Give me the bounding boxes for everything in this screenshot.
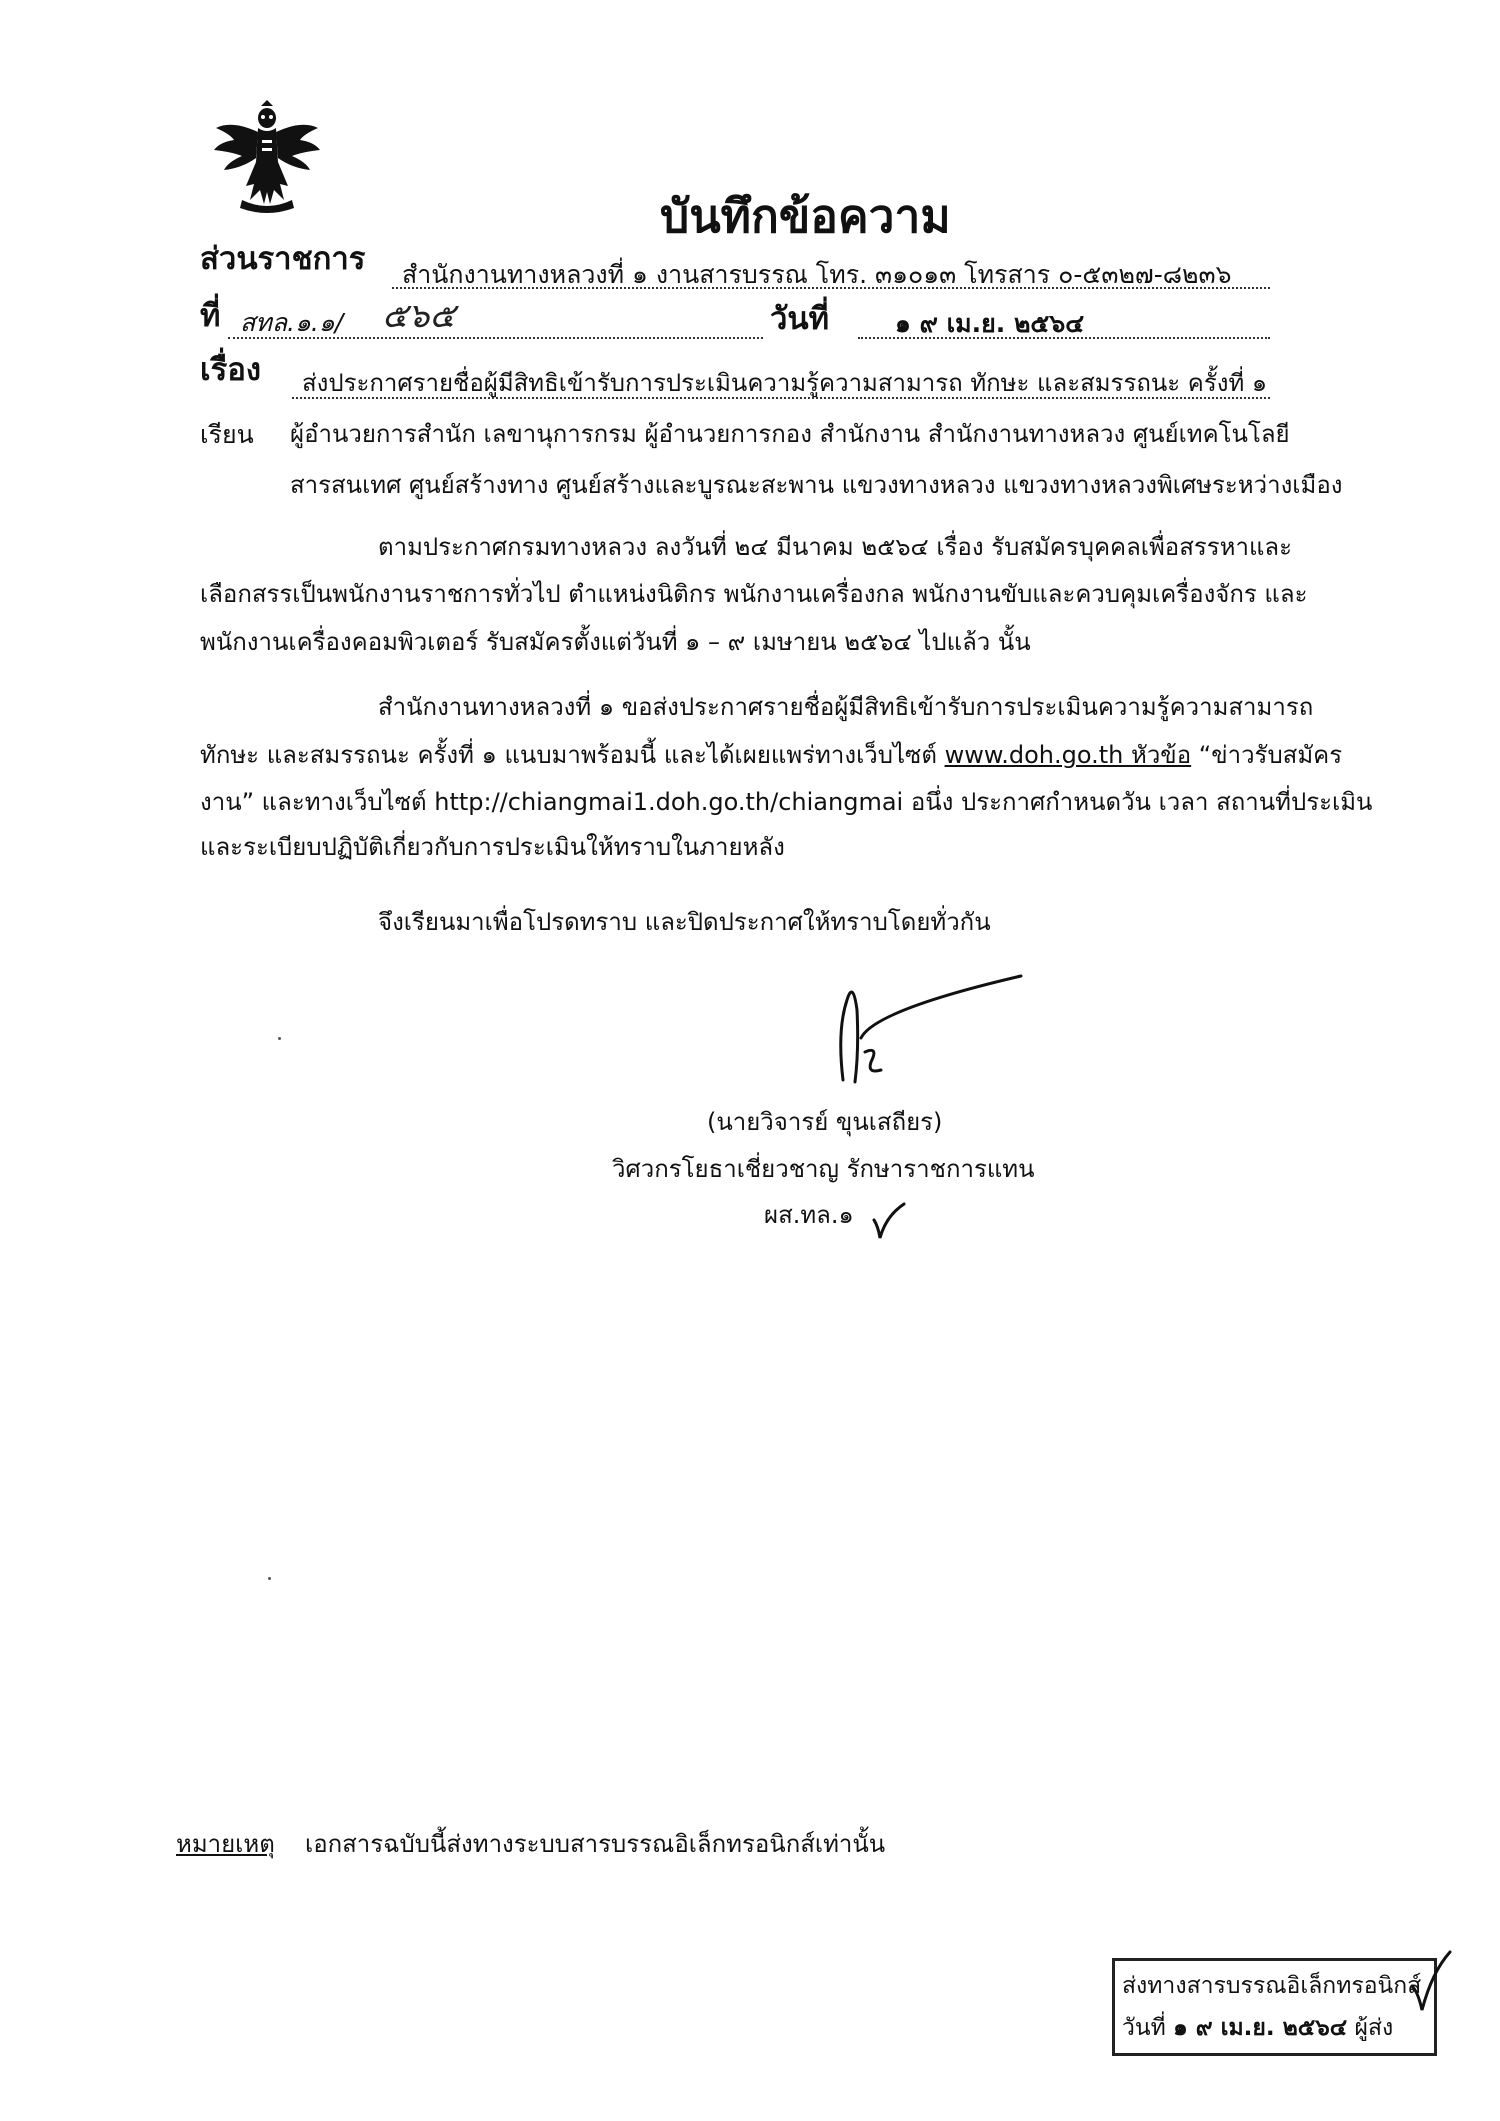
website-link[interactable]: www.doh.go.th หัวข้อ [944,741,1192,769]
subject-value: ส่งประกาศรายชื่อผู้มีสิทธิเข้ารับการประเมินความรู้ความสามารถ ทักษะ และสมรรถนะ ครั้งที่ ๑ [302,369,1268,397]
checkmark-icon [870,1200,906,1242]
ref-value: สทล.๑.๑/ [240,308,344,337]
garuda-emblem-icon [212,100,322,218]
addressee-label: เรียน [200,420,254,449]
signature-mark [835,970,1025,1090]
addressee-line-2: สารสนเทศ ศูนย์สร้างทาง ศูนย์สร้างและบูรณะสะพาน แขวงทางหลวง แขวงทางหลวงพิเศษระหว่างเมือง [290,471,1343,499]
stamp-tick-icon [1408,1948,1454,2018]
signatory-office: ผส.ทล.๑ [764,1201,854,1229]
agency-value: สำนักงานทางหลวงที่ ๑ งานสารบรรณ โทร. ๓๑๐๑๓ โทรสาร ๐-๕๓๒๗-๘๒๓๖ [402,260,1232,289]
signatory-name: (นายวิจารย์ ขุนเสถียร) [707,1108,943,1136]
paragraph-2-line-2-start: ทักษะ และสมรรถนะ ครั้งที่ ๑ แนบมาพร้อมนี้ และได้เผยแพร่ทางเว็บไซต์ [200,741,945,769]
scan-speck [278,1037,281,1040]
scan-speck [268,1577,271,1580]
stamp-line-1: ส่งทางสารบรรณอิเล็กทรอนิกส์ [1122,1973,1422,1999]
paragraph-2-line-1: สำนักงานทางหลวงที่ ๑ ขอส่งประกาศรายชื่อผู้มีสิทธิเข้ารับการประเมินความรู้ความสามารถ [378,693,1314,721]
paragraph-1-line-2: เลือกสรรเป็นพนักงานราชการทั่วไป ตำแหน่งนิติกร พนักงานเครื่องกล พนักงานขับและควบคุมเครื่องจักร และ [200,580,1308,608]
stamp-date-value: ๑ ๙ เม.ย. ๒๕๖๔ [1173,2015,1348,2041]
paragraph-2-line-2-end: “ข่าวรับสมัคร [1191,741,1343,769]
closing-line: จึงเรียนมาเพื่อโปรดทราบ และปิดประกาศให้ทราบโดยทั่วกัน [378,908,991,936]
paragraph-1-line-3: พนักงานเครื่องคอมพิวเตอร์ รับสมัครตั้งแต่วันที่ ๑ – ๙ เมษายน ๒๕๖๔ ไปแล้ว นั้น [200,628,1031,656]
date-label: วันที่ [770,301,830,337]
paragraph-1-line-1: ตามประกาศกรมทางหลวง ลงวันที่ ๒๔ มีนาคม ๒๕๖๔ เรื่อง รับสมัครบุคคลเพื่อสรรหาและ [378,533,1293,561]
stamp-line-2 [1122,2010,1393,2046]
paragraph-2-line-2 [200,743,1342,767]
stamp-date-label: วันที่ [1122,2015,1166,2041]
ref-number-handwritten: ๕๖๕ [382,296,456,336]
ref-label: ที่ [200,298,221,334]
paragraph-2-line-3: งาน” และทางเว็บไซต์ http://chiangmai1.doh.go.th/chiangmai อนึ่ง ประกาศกำหนดวัน เวลา สถานที่ประเมิน [200,788,1373,816]
note-text: เอกสารฉบับนี้ส่งทางระบบสารบรรณอิเล็กทรอนิกส์เท่านั้น [305,1830,886,1858]
paragraph-2-line-4: และระเบียบปฏิบัติเกี่ยวกับการประเมินให้ทราบในภายหลัง [200,833,785,861]
stamp-sender-label: ผู้ส่ง [1354,2015,1394,2041]
agency-label: ส่วนราชการ [200,241,366,277]
document-title: บันทึกข้อความ [660,189,951,243]
note-label: หมายเหตุ [176,1830,275,1858]
date-value: ๑ ๙ เม.ย. ๒๕๖๔ [895,309,1085,338]
signatory-position: วิศวกรโยธาเชี่ยวชาญ รักษาราชการแทน [612,1155,1035,1183]
addressee-line-1: ผู้อำนวยการสำนัก เลขานุการกรม ผู้อำนวยการกอง สำนักงาน สำนักงานทางหลวง ศูนย์เทคโนโลยี [290,420,1290,448]
subject-label: เรื่อง [200,352,262,388]
